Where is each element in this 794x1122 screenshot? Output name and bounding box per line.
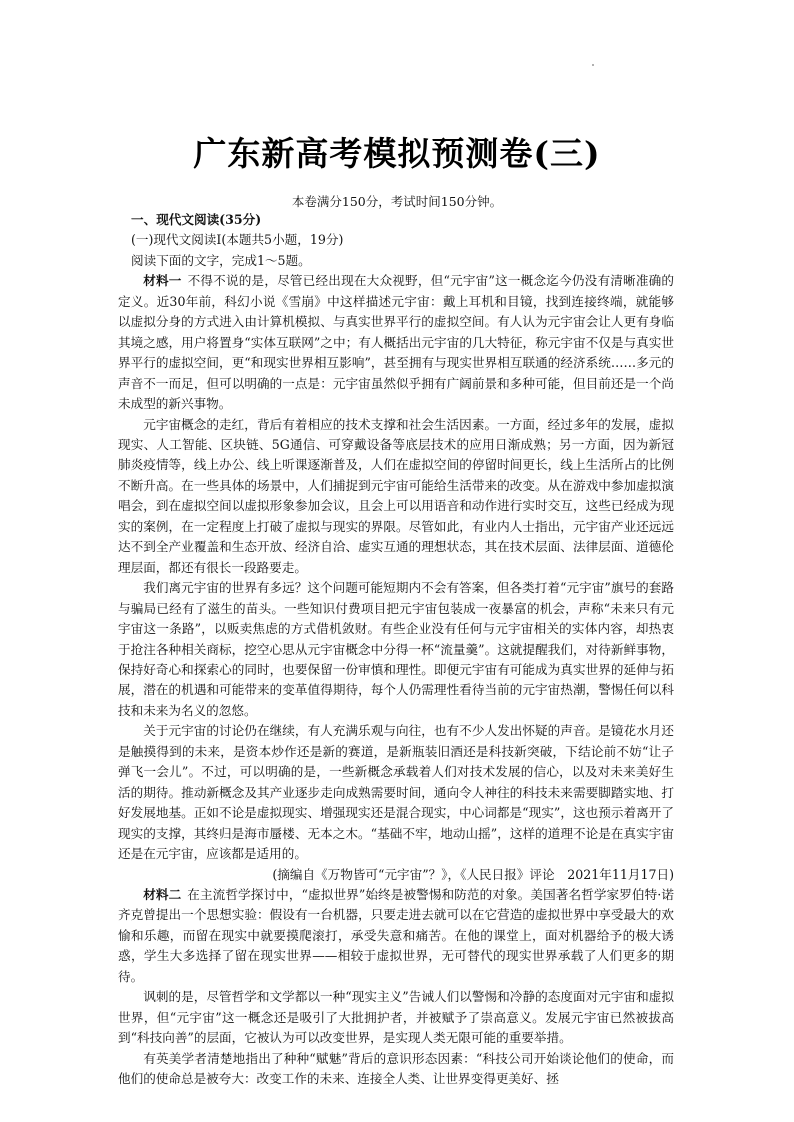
material1-paragraph-1: [118, 271, 674, 414]
scan-dot: [592, 64, 594, 66]
material2-paragraph-2: 讽刺的是，尽管哲学和文学都以一种“现实主义”告诫人们以警惕和冷静的态度面对元宇宙和虚拟世界，但“元宇宙”这一概念还是吸引了大批拥护者，并被赋予了崇高意义。发展元宇宙已然被拔高到“科技向善”的层面，它被认为可以改变世界，是实现人类无限可能的重要举措。: [118, 989, 674, 1046]
subsection-heading: (一)现代文阅读Ⅰ(本题共5小题，19分): [131, 232, 344, 248]
material1-paragraph-1-text: 不得不说的是，尽管已经出现在大众视野，但“元宇宙”这一概念迄今仍没有清晰准确的定义。近30年前，科幻小说《雪崩》中这样描述元宇宙：戴上耳机和目镜，找到连接终端，就能够以虚拟分身的方式进入由计算机模拟、与真实世界平行的虚拟空间。有人认为元宇宙会让人更有身临其境之感，用户将置身“实体互联网”之中；有人概括出元宇宙的几大特征，称元宇宙不仅是与真实世界平行的虚拟空间，更“和现实世界相互影响”，甚至拥有与现实世界相互联通的经济系统……多元的声音不一而足，但可以明确的一点是：元宇宙虽然似乎拥有广阔前景和多种可能，但目前还是一个尚未成型的新兴事物。: [118, 273, 674, 412]
material2-paragraph-1-text: 在主流哲学探讨中，“虚拟世界”始终是被警惕和防范的对象。美国著名哲学家罗伯特·诺齐克曾提出一个思想实验：假设有一台机器，只要走进去就可以在它营造的虚拟世界中享受最大的欢愉和乐趣，而留在现实中就要摸爬滚打，承受失意和痛苦。在他的课堂上，面对机器给予的极大诱惑，学生大多选择了留在现实世界——相较于虚拟世界，无可替代的现实世界承载了人们更多的期待。: [118, 886, 675, 984]
material1-paragraph-2: 元宇宙概念的走红，背后有着相应的技术支撑和社会生活因素。一方面，经过多年的发展，虚拟现实、人工智能、区块链、5G通信、可穿戴设备等底层技术的应用日渐成熟；另一方面，因为新冠肺炎疫情等，线上办公、线上听课逐渐普及，人们在虚拟空间的停留时间更长，线上生活所占的比例不断升高。在一些具体的场景中，人们捕捉到元宇宙可能给生活带来的改变。从在游戏中参加虚拟演唱会，到在虚拟空间以虚拟形象参加会议，且会上可以用语音和动作进行实时交互，这些已经成为现实的案例，在一定程度上打破了虚拟与现实的界限。尽管如此，有业内人士指出，元宇宙产业还远远达不到全产业覆盖和生态开放、经济自洽、虚实互通的理想状态，其在技术层面、法律层面、道德伦理层面，都还有很长一段路要走。: [118, 416, 674, 575]
material1-paragraph-4: 关于元宇宙的讨论仍在继续，有人充满乐观与向往，也有不少人发出怀疑的声音。是镜花水月还是触摸得到的未来，是资本炒作还是新的赛道，是新瓶装旧酒还是科技新突破，下结论前不妨“让子弹飞一会儿”。不过，可以明确的是，一些新概念承载着人们对技术发展的信心，以及对未来美好生活的期待。推动新概念及其产业逐步走向成熟需要时间，通向令人神往的科技未来需要脚踏实地、打好发展地基。正如不论是虚拟现实、增强现实还是混合现实，中心词都是“现实”，这也预示着离开了现实的支撑，其终归是海市蜃楼、无本之木。“基础不牢，地动山摇”，这样的道理不论是在真实宇宙还是在元宇宙，应该都是适用的。: [118, 723, 674, 862]
exam-body: [118, 210, 674, 1089]
material1-paragraph-3: 我们离元宇宙的世界有多远？这个问题可能短期内不会有答案，但各类打着“元宇宙”旗号的套路与骗局已经有了滋生的苗头。一些知识付费项目把元宇宙包装成一夜暴富的机会，声称“未来只有元宇宙这一条路”，以贩卖焦虑的方式借机敛财。有些企业没有任何与元宇宙相关的实体内容，却热衷于抢注各种相关商标，挖空心思从元宇宙概念中分得一杯“流量羹”。这就提醒我们，对待新鲜事物，保持好奇心和探索心的同时，也要保留一份审慎和理性。即便元宇宙有可能成为真实世界的延伸与拓展，潜在的机遇和可能带来的变革值得期待，每个人仍需理性看待当前的元宇宙热潮，警惕任何以科技和未来为名义的忽悠。: [118, 580, 674, 718]
material2-paragraph-3: 有英美学者清楚地指出了种种“赋魅”背后的意识形态因素：“科技公司开始谈论他们的使命，而他们的使命总是被夸大：改变工作的未来、连接全人类、让世界变得更美好、拯: [118, 1050, 674, 1087]
material2-label: 材料二: [143, 886, 182, 902]
material1-source: (摘编自《万物皆可“元宇宙”？》，《人民日报》评论 2021年11月17日): [272, 866, 674, 882]
reading-instruction: 阅读下面的文字，完成1～5题。: [131, 252, 311, 268]
section-heading: 一、现代文阅读(35分): [131, 212, 262, 227]
material2-paragraph-1: [118, 885, 674, 987]
material1-label: 材料一: [143, 273, 182, 289]
exam-info: 本卷满分150分，考试时间150分钟。: [291, 194, 503, 209]
page-title: 广东新高考模拟预测卷(三): [193, 134, 601, 173]
